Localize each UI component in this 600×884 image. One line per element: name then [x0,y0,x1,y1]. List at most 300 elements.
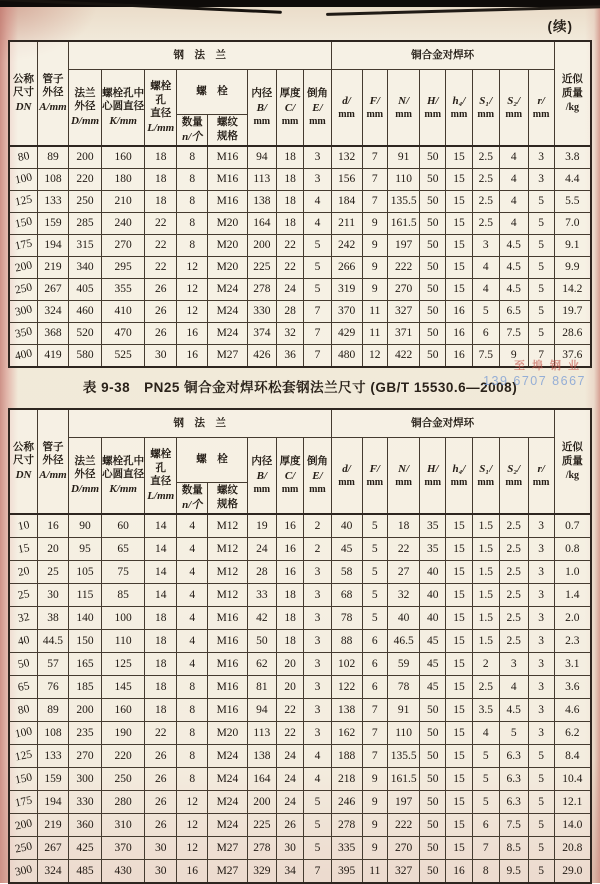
table-cell: 22 [145,234,177,256]
table-cell: 16 [177,859,208,883]
table-cell: 3 [304,560,331,583]
dn-cell: 50 [9,652,38,675]
table-cell: 315 [68,234,101,256]
continued-label: (续) [547,19,573,34]
table-cell: 5 [528,322,554,344]
table-cell: 68 [331,583,362,606]
table-cell: 16 [446,300,472,322]
table-cell: 8 [177,146,208,169]
table-cell: 24 [276,790,303,813]
table-cell: 18 [145,190,177,212]
table-cell: 16 [177,344,208,367]
table-cell: 18 [276,606,303,629]
col-header-ring-s2: S₂/ mm [499,438,528,514]
col-header-ring-r: r/ mm [528,438,554,514]
table-cell: 7 [528,344,554,367]
table-cell: 22 [145,212,177,234]
table-cell: 2.5 [499,583,528,606]
table-cell: M27 [208,836,248,859]
watermark-company: 至埠钢业 [514,360,586,372]
col-header-bore: 内径 B/ mm [247,70,276,146]
table-cell: 2.5 [472,190,499,212]
table-cell: 200 [68,698,101,721]
table-cell: 15 [446,721,472,744]
table-row [9,836,591,859]
table-cell: M20 [208,721,248,744]
table-cell: 156 [331,168,362,190]
table-cell: 5 [472,744,499,767]
table-cell: 3 [304,721,331,744]
table-row [9,146,591,169]
table-cell: M12 [208,537,248,560]
table-cell: 102 [331,652,362,675]
dn-cell: 25 [9,583,38,606]
table-cell: 1.5 [472,583,499,606]
table-cell: 278 [331,813,362,836]
table-cell: M24 [208,322,248,344]
table-cell: 3 [304,606,331,629]
table-cell: 16 [276,537,303,560]
table-cell: 9 [499,344,528,367]
table-cell: 8 [177,767,208,790]
col-header-flange-od: 法兰 外径 D/mm [68,70,101,146]
table-cell: 50 [420,146,446,169]
table-row [9,744,591,767]
table-cell: 371 [388,322,420,344]
table-cell: 267 [38,836,69,859]
table-cell: 4 [177,606,208,629]
table-cell: 7.0 [554,212,591,234]
table-cell: 58 [331,560,362,583]
table-cell: 270 [102,234,145,256]
table-cell: 3.8 [554,146,591,169]
table-cell: 42 [247,606,276,629]
dn-cell: 20 [9,560,38,583]
table-cell: 3 [528,537,554,560]
table-cell: 5 [528,300,554,322]
table-cell: 7 [362,146,388,169]
table-cell: 235 [68,721,101,744]
table-cell: 3 [304,629,331,652]
table-cell: 14 [145,583,177,606]
dn-cell: 250 [9,836,38,859]
table-cell: 4 [177,652,208,675]
table-cell: 18 [276,190,303,212]
table-cell: 5 [304,234,331,256]
table-cell: 24 [276,767,303,790]
table-cell: 327 [388,859,420,883]
table-cell: 20 [38,537,69,560]
table-cell: 197 [388,234,420,256]
table-cell: 3 [304,146,331,169]
table-cell: 57 [38,652,69,675]
table-row [9,256,591,278]
table-cell: 5 [528,278,554,300]
table-cell: 210 [102,190,145,212]
dn-cell: 32 [9,606,38,629]
col-header-bolt-qty: 数量 n/个 [177,115,208,146]
table-row [9,212,591,234]
table-cell: 18 [145,629,177,652]
table-cell: 0.7 [554,514,591,538]
col-header-mass: 近似 质量 /kg [554,41,591,146]
table-cell: 4 [499,168,528,190]
table-cell: 480 [331,344,362,367]
col-header-ring-s2: S₂/ mm [499,70,528,146]
table-cell: 18 [388,514,420,538]
col-header-ring-h4: h₄/ mm [446,438,472,514]
table-cell: 108 [38,168,69,190]
table-cell: 295 [102,256,145,278]
dn-cell: 250 [9,278,38,300]
col-header-dn: 公称 尺寸 DN [9,409,38,514]
table-cell: 105 [68,560,101,583]
table-cell: 8 [177,698,208,721]
table-cell: M16 [208,606,248,629]
table-cell: 220 [102,744,145,767]
watermark [483,360,586,389]
table-cell: 405 [68,278,101,300]
table-cell: 50 [420,278,446,300]
table-cell: 9 [362,278,388,300]
table-cell: 50 [420,790,446,813]
table-cell: 11 [362,859,388,883]
table-cell: 7 [472,836,499,859]
table-cell: 113 [247,721,276,744]
table-row [9,168,591,190]
table-cell: 7 [362,190,388,212]
table-cell: 240 [102,212,145,234]
table-cell: 18 [276,212,303,234]
table-cell: 460 [68,300,101,322]
table-cell: 22 [145,256,177,278]
table-row [9,859,591,883]
col-header-ring-s1: S₁/ mm [472,438,499,514]
table-cell: 4.5 [499,234,528,256]
table-cell: 4.5 [499,698,528,721]
table-cell: 5 [528,859,554,883]
table-cell: 370 [102,836,145,859]
table-cell: 125 [102,652,145,675]
table-cell: 246 [331,790,362,813]
table-cell: 15 [446,744,472,767]
table-cell: 28 [247,560,276,583]
table-cell: 15 [446,190,472,212]
table-cell: 91 [388,146,420,169]
table-cell: 5 [528,767,554,790]
table-cell: 580 [68,344,101,367]
table-cell: M20 [208,212,248,234]
table-cell: 3 [499,652,528,675]
table-cell: 3 [528,146,554,169]
table-cell: 26 [276,813,303,836]
dn-cell: 80 [9,698,38,721]
table-cell: 15 [446,790,472,813]
table-cell: 180 [102,168,145,190]
table-cell: 3 [528,698,554,721]
table-cell: 18 [276,629,303,652]
table-cell: 30 [276,836,303,859]
table-cell: 12 [362,344,388,367]
table-cell: 7.5 [472,344,499,367]
table-cell: M24 [208,790,248,813]
table-cell: 470 [102,322,145,344]
table-cell: 2.5 [499,560,528,583]
group-header-copper-ring: 铜合金对焊环 [331,41,554,70]
table-cell: 133 [38,190,69,212]
flange-table-pn25 [8,408,592,884]
table-cell: M16 [208,190,248,212]
dn-cell: 350 [9,322,38,344]
table-cell: 15 [446,256,472,278]
table-cell: 410 [102,300,145,322]
table-cell: 15 [446,212,472,234]
table-cell: 4 [177,537,208,560]
table-cell: 1.5 [472,537,499,560]
dn-cell: 125 [9,190,38,212]
table-row [9,813,591,836]
table-cell: 6.3 [499,790,528,813]
col-header-ring-n: N/ mm [388,438,420,514]
table-cell: 4 [304,767,331,790]
table-cell: 14.0 [554,813,591,836]
table-cell: 4.4 [554,168,591,190]
table-cell: M20 [208,234,248,256]
table-cell: 3 [472,234,499,256]
table-cell: 9 [362,212,388,234]
group-header-bolt: 螺 栓 [177,70,247,115]
col-header-ring-f: F/ mm [362,70,388,146]
col-header-chamfer: 倒角 E/ mm [304,70,331,146]
table-number: 表 9-38 [82,380,131,395]
table-cell: 310 [102,813,145,836]
table-cell: 3.1 [554,652,591,675]
table-cell: 280 [102,790,145,813]
table-cell: 429 [331,322,362,344]
table-cell: 7.5 [499,322,528,344]
table-cell: 4 [177,514,208,538]
table-cell: M12 [208,514,248,538]
table-row [9,606,591,629]
table-cell: 90 [68,514,101,538]
table-cell: 335 [331,836,362,859]
table-cell: 133 [38,744,69,767]
table-cell: 50 [420,813,446,836]
table-row [9,790,591,813]
table-row [9,629,591,652]
table-row [9,652,591,675]
table-cell: M24 [208,278,248,300]
table-cell: 419 [38,344,69,367]
table-cell: 26 [145,278,177,300]
table-cell: 368 [38,322,69,344]
table-cell: 3 [304,675,331,698]
table-cell: 14 [145,560,177,583]
table-cell: 18 [145,675,177,698]
col-header-flange-od: 法兰 外径 D/mm [68,438,101,514]
table-cell: 5 [528,790,554,813]
table-cell: 40 [420,560,446,583]
table-cell: 26 [145,767,177,790]
table-cell: 374 [247,322,276,344]
table-cell: 18 [145,606,177,629]
table-cell: 44.5 [38,629,69,652]
table-cell: 200 [247,234,276,256]
table-cell: 24 [276,744,303,767]
table-cell: 18 [276,168,303,190]
dn-cell: 175 [9,234,38,256]
table-cell: 50 [420,767,446,790]
table-cell: 267 [38,278,69,300]
table-cell: 197 [388,790,420,813]
table-cell: 9.1 [554,234,591,256]
table-cell: 5 [362,606,388,629]
table-cell: 327 [388,300,420,322]
table-cell: 9 [362,256,388,278]
table-cell: 89 [38,146,69,169]
table-cell: 19 [247,514,276,538]
col-header-bolt-qty: 数量 n/个 [177,483,208,514]
table-cell: 425 [68,836,101,859]
table-cell: 300 [68,767,101,790]
table-cell: 222 [388,256,420,278]
table-cell: 19.7 [554,300,591,322]
table-cell: 8 [177,744,208,767]
table-cell: 8 [177,190,208,212]
table-cell: 1.0 [554,560,591,583]
table-cell: 3 [304,168,331,190]
dn-cell: 150 [9,767,38,790]
group-header-bolt: 螺 栓 [177,438,247,483]
table-cell: M27 [208,344,248,367]
table-cell: 50 [420,322,446,344]
dn-cell: 125 [9,744,38,767]
table-cell: 160 [102,698,145,721]
table-cell: 11 [362,322,388,344]
table-cell: 4.6 [554,698,591,721]
table-cell: 5 [499,721,528,744]
table-cell: 5 [304,836,331,859]
table-cell: 8 [177,675,208,698]
table-cell: 4 [177,560,208,583]
table-cell: 225 [247,813,276,836]
col-header-thread: 螺纹 规格 [208,115,248,146]
table-cell: 219 [38,256,69,278]
table-cell: 9 [362,836,388,859]
table-cell: 81 [247,675,276,698]
table-cell: 14 [145,537,177,560]
table-cell: 8 [177,721,208,744]
col-header-ring-h: H/ mm [420,70,446,146]
table-cell: 50 [420,234,446,256]
table-cell: 7 [362,168,388,190]
table-cell: 18 [145,146,177,169]
dn-cell: 65 [9,675,38,698]
table-cell: 12 [177,836,208,859]
dn-cell: 15 [9,537,38,560]
table-cell: 3 [528,514,554,538]
table-row [9,278,591,300]
table-cell: 15 [446,606,472,629]
table-cell: 20 [276,675,303,698]
dn-cell: 80 [9,146,38,169]
table-cell: 4 [472,721,499,744]
table-cell: 46.5 [388,629,420,652]
table-cell: 270 [68,744,101,767]
group-header-steel-flange: 钢 法 兰 [68,41,331,70]
table-cell: 135.5 [388,190,420,212]
table-cell: 12 [177,813,208,836]
table-cell: 2.5 [499,514,528,538]
table-cell: 2.5 [472,168,499,190]
table-cell: 5 [362,583,388,606]
table-cell: 2 [304,514,331,538]
table-cell: 194 [38,790,69,813]
table-cell: 184 [331,190,362,212]
table-cell: 91 [388,698,420,721]
table-cell: 5 [304,256,331,278]
table-cell: 330 [68,790,101,813]
table-cell: 426 [247,344,276,367]
table-cell: 28.6 [554,322,591,344]
table-cell: 9 [362,790,388,813]
table-cell: 15 [446,234,472,256]
table-cell: 5 [362,560,388,583]
table-cell: 5 [472,790,499,813]
table-cell: 1.5 [472,629,499,652]
table-cell: 219 [38,813,69,836]
table-cell: 85 [102,583,145,606]
col-header-ring-d: d/ mm [331,70,362,146]
table-cell: 278 [247,278,276,300]
table-cell: 18 [145,168,177,190]
table-cell: 75 [102,560,145,583]
col-header-ring-r: r/ mm [528,70,554,146]
table-cell: 190 [102,721,145,744]
table-cell: 8 [472,859,499,883]
table-cell: 162 [331,721,362,744]
table-cell: 9 [362,813,388,836]
table-cell: 16 [276,560,303,583]
group-header-copper-ring: 铜合金对焊环 [331,409,554,438]
table-row [9,675,591,698]
table-cell: 8 [177,234,208,256]
table-cell: 28 [276,300,303,322]
table-cell: 6.3 [499,744,528,767]
table-cell: 330 [247,300,276,322]
table-cell: 5 [362,537,388,560]
table-cell: 2.5 [472,212,499,234]
table-cell: 8 [177,168,208,190]
table-cell: 329 [247,859,276,883]
col-header-thread: 螺纹 规格 [208,483,248,514]
table-cell: 6 [362,675,388,698]
col-header-dn: 公称 尺寸 DN [9,41,38,146]
table-cell: 7 [304,300,331,322]
table-cell: M12 [208,583,248,606]
table-row [9,514,591,538]
table-cell: 32 [276,322,303,344]
table-cell: 22 [388,537,420,560]
table-cell: 225 [247,256,276,278]
col-header-thickness: 厚度 C/ mm [276,438,303,514]
table-cell: 22 [276,721,303,744]
table-cell: 108 [38,721,69,744]
col-header-chamfer: 倒角 E/ mm [304,438,331,514]
table-cell: 88 [331,629,362,652]
table-cell: 50 [420,344,446,367]
table-cell: 24 [247,537,276,560]
